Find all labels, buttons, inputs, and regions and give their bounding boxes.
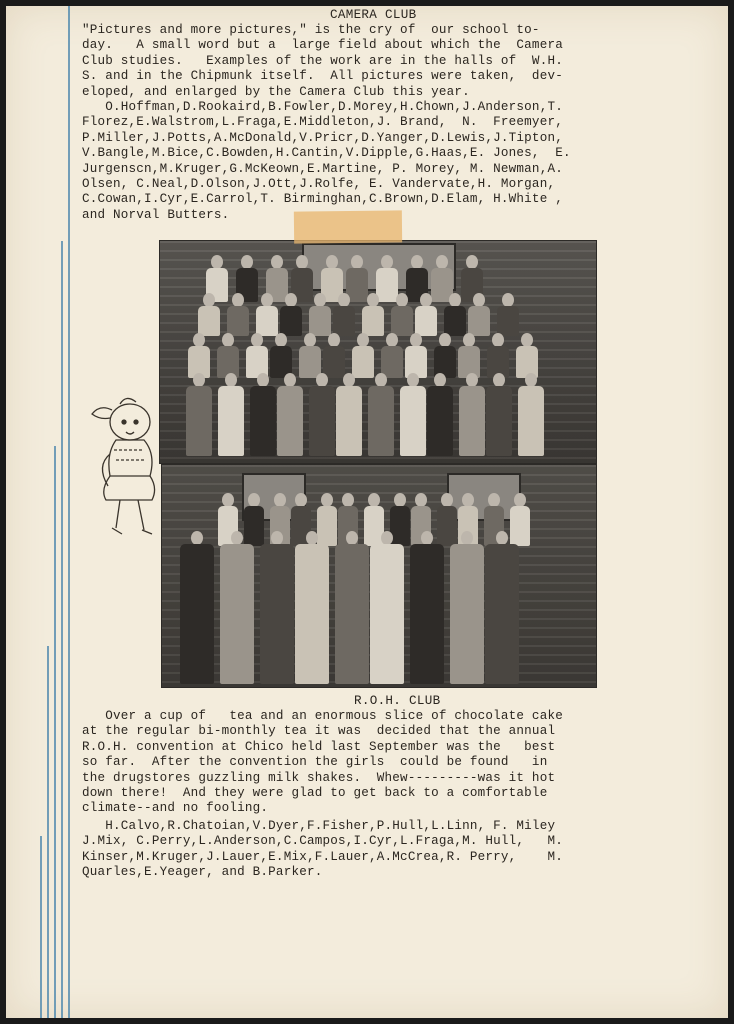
person-head <box>326 255 338 269</box>
text-line: H.Calvo,R.Chatoian,V.Dyer,F.Fisher,P.Hull,L.Linn, F. Miley <box>82 819 556 833</box>
person-body <box>362 306 384 336</box>
text-line: Quarles,E.Yeager, and B.Parker. <box>82 865 323 880</box>
person-body <box>352 346 374 378</box>
person-body <box>323 346 345 378</box>
person-body <box>486 386 512 456</box>
person-body <box>309 306 331 336</box>
text-line: Over a cup of tea and an enormous slice of chocolate cake <box>82 709 563 723</box>
person-body <box>468 306 490 336</box>
text-line: Florez,E.Walstrom,L.Fraga,E.Middleton,J. Brand, N. Freemyer, <box>82 115 563 130</box>
person-body <box>244 506 264 546</box>
person-head <box>351 255 363 269</box>
person-head <box>521 333 533 347</box>
camera-club-photo <box>159 240 597 464</box>
person-head <box>368 493 380 507</box>
person-body <box>317 506 337 546</box>
person-body <box>510 506 530 546</box>
roh-club-photo <box>161 464 597 688</box>
person-body <box>390 506 410 546</box>
person-head <box>367 293 379 307</box>
person-head <box>193 373 205 387</box>
person-head <box>466 373 478 387</box>
person-body <box>277 386 303 456</box>
person-head <box>285 293 297 307</box>
person-body <box>180 544 214 684</box>
person-head <box>261 293 273 307</box>
person-body <box>415 306 437 336</box>
person-body <box>256 306 278 336</box>
person-head <box>241 255 253 269</box>
person-body <box>370 544 404 684</box>
person-head <box>232 293 244 307</box>
person-body <box>250 386 276 456</box>
person-head <box>525 373 537 387</box>
margin-rule <box>40 836 42 1018</box>
text-line: day. A small word but a large field about which the Camera <box>82 38 563 53</box>
person-body <box>186 386 212 456</box>
camera-club-paragraph <box>82 23 563 100</box>
tape-strip <box>294 210 402 243</box>
person-head <box>410 333 422 347</box>
person-head <box>488 493 500 507</box>
person-head <box>493 373 505 387</box>
person-body <box>497 306 519 336</box>
person-body <box>459 386 485 456</box>
person-head <box>321 493 333 507</box>
person-head <box>284 373 296 387</box>
person-head <box>473 293 485 307</box>
person-head <box>411 255 423 269</box>
person-head <box>274 493 286 507</box>
person-body <box>437 506 457 546</box>
person-body <box>227 306 249 336</box>
person-body <box>260 544 294 684</box>
person-head <box>275 333 287 347</box>
person-head <box>502 293 514 307</box>
person-head <box>381 531 393 545</box>
person-head <box>420 293 432 307</box>
text-line: the drugstores guzzling milk shakes. Whew---------was it hot <box>82 770 556 785</box>
person-head <box>296 255 308 269</box>
text-line: J.Mix, C.Perry,L.Anderson,C.Campos,I.Cyr,L.Fraga,M. Hull, M. <box>82 834 563 849</box>
person-body <box>485 544 519 684</box>
person-head <box>222 333 234 347</box>
roh-club-members <box>82 819 563 881</box>
camera-club-members <box>82 100 571 223</box>
person-head <box>338 293 350 307</box>
text-line: V.Bangle,M.Bice,C.Bowden,H.Cantin,V.Dipple,G.Haas,E. Jones, E. <box>82 146 571 161</box>
roh-club-paragraph <box>82 709 563 817</box>
text-line: down there! And they were glad to get back to a comfortable <box>82 786 548 801</box>
person-head <box>306 531 318 545</box>
text-line: O.Hoffman,D.Rookaird,B.Fowler,D.Morey,H.Chown,J.Anderson,T. <box>82 100 563 114</box>
person-body <box>427 386 453 456</box>
person-head <box>394 493 406 507</box>
margin-rule <box>61 241 63 1018</box>
roh-club-heading: R.O.H. CLUB <box>354 694 441 708</box>
person-body <box>309 386 335 456</box>
person-head <box>225 373 237 387</box>
person-head <box>462 493 474 507</box>
person-head <box>381 255 393 269</box>
person-head <box>439 333 451 347</box>
camera-club-heading: CAMERA CLUB <box>330 8 417 22</box>
person-head <box>375 373 387 387</box>
person-body <box>376 268 398 302</box>
text-line: P.Miller,J.Potts,A.McDonald,V.Pricr,D.Yanger,D.Lewis,J.Tipton, <box>82 130 563 145</box>
person-head <box>357 333 369 347</box>
person-head <box>257 373 269 387</box>
person-body <box>391 306 413 336</box>
person-head <box>295 493 307 507</box>
person-head <box>396 293 408 307</box>
text-line: Olsen, C.Neal,D.Olson,J.Ott,J.Rolfe, E. Vandervate,H. Morgan, <box>82 177 556 192</box>
person-head <box>328 333 340 347</box>
chipmunk-mascot-drawing <box>86 394 164 542</box>
text-line: Jurgenscn,M.Kruger,G.McKeown,E.Martine, P. Morey, M. Newman,A. <box>82 161 563 176</box>
person-body <box>410 544 444 684</box>
person-body <box>368 386 394 456</box>
person-head <box>193 333 205 347</box>
person-body <box>400 386 426 456</box>
person-body <box>335 544 369 684</box>
person-head <box>342 493 354 507</box>
text-line: Club studies. Examples of the work are in the halls of W.H. <box>82 53 563 68</box>
person-head <box>421 531 433 545</box>
margin-rule <box>68 6 70 1018</box>
person-head <box>271 255 283 269</box>
person-head <box>316 373 328 387</box>
text-line: climate--and no fooling. <box>82 801 269 816</box>
person-head <box>251 333 263 347</box>
person-head <box>463 333 475 347</box>
person-head <box>314 293 326 307</box>
text-line: at the regular bi-monthly tea it was decided that the annual <box>82 724 556 739</box>
person-head <box>343 373 355 387</box>
person-head <box>466 255 478 269</box>
person-head <box>492 333 504 347</box>
person-head <box>203 293 215 307</box>
person-body <box>295 544 329 684</box>
text-line: S. and in the Chipmunk itself. All pictures were taken, dev- <box>82 69 563 84</box>
text-line: so far. After the convention the girls could be found in <box>82 755 548 770</box>
person-head <box>461 531 473 545</box>
text-line: eloped, and enlarged by the Camera Club this year. <box>82 84 470 99</box>
person-head <box>434 373 446 387</box>
person-body <box>333 306 355 336</box>
text-line: "Pictures and more pictures," is the cry of our school to- <box>82 23 540 37</box>
person-body <box>444 306 466 336</box>
person-body <box>280 306 302 336</box>
person-body <box>220 544 254 684</box>
yearbook-page <box>6 6 728 1018</box>
person-head <box>386 333 398 347</box>
person-head <box>248 493 260 507</box>
margin-rule <box>54 446 56 1018</box>
margin-rule <box>47 646 49 1018</box>
person-head <box>271 531 283 545</box>
person-head <box>346 531 358 545</box>
person-head <box>514 493 526 507</box>
text-line: and Norval Butters. <box>82 207 230 222</box>
person-head <box>436 255 448 269</box>
text-line: C.Cowan,I.Cyr,E.Carrol,T. Birminghan,C.Brown,D.Elam, H.White , <box>82 192 563 207</box>
person-body <box>450 544 484 684</box>
person-head <box>496 531 508 545</box>
person-body <box>198 306 220 336</box>
person-head <box>415 493 427 507</box>
person-body <box>518 386 544 456</box>
person-head <box>407 373 419 387</box>
text-line: R.O.H. convention at Chico held last September was the best <box>82 739 556 754</box>
person-head <box>222 493 234 507</box>
person-head <box>304 333 316 347</box>
text-line: Kinser,M.Kruger,J.Lauer,E.Mix,F.Lauer,A.McCrea,R. Perry, M. <box>82 849 563 864</box>
person-head <box>449 293 461 307</box>
person-head <box>191 531 203 545</box>
person-head <box>231 531 243 545</box>
person-body <box>336 386 362 456</box>
person-body <box>218 386 244 456</box>
person-head <box>441 493 453 507</box>
person-head <box>211 255 223 269</box>
